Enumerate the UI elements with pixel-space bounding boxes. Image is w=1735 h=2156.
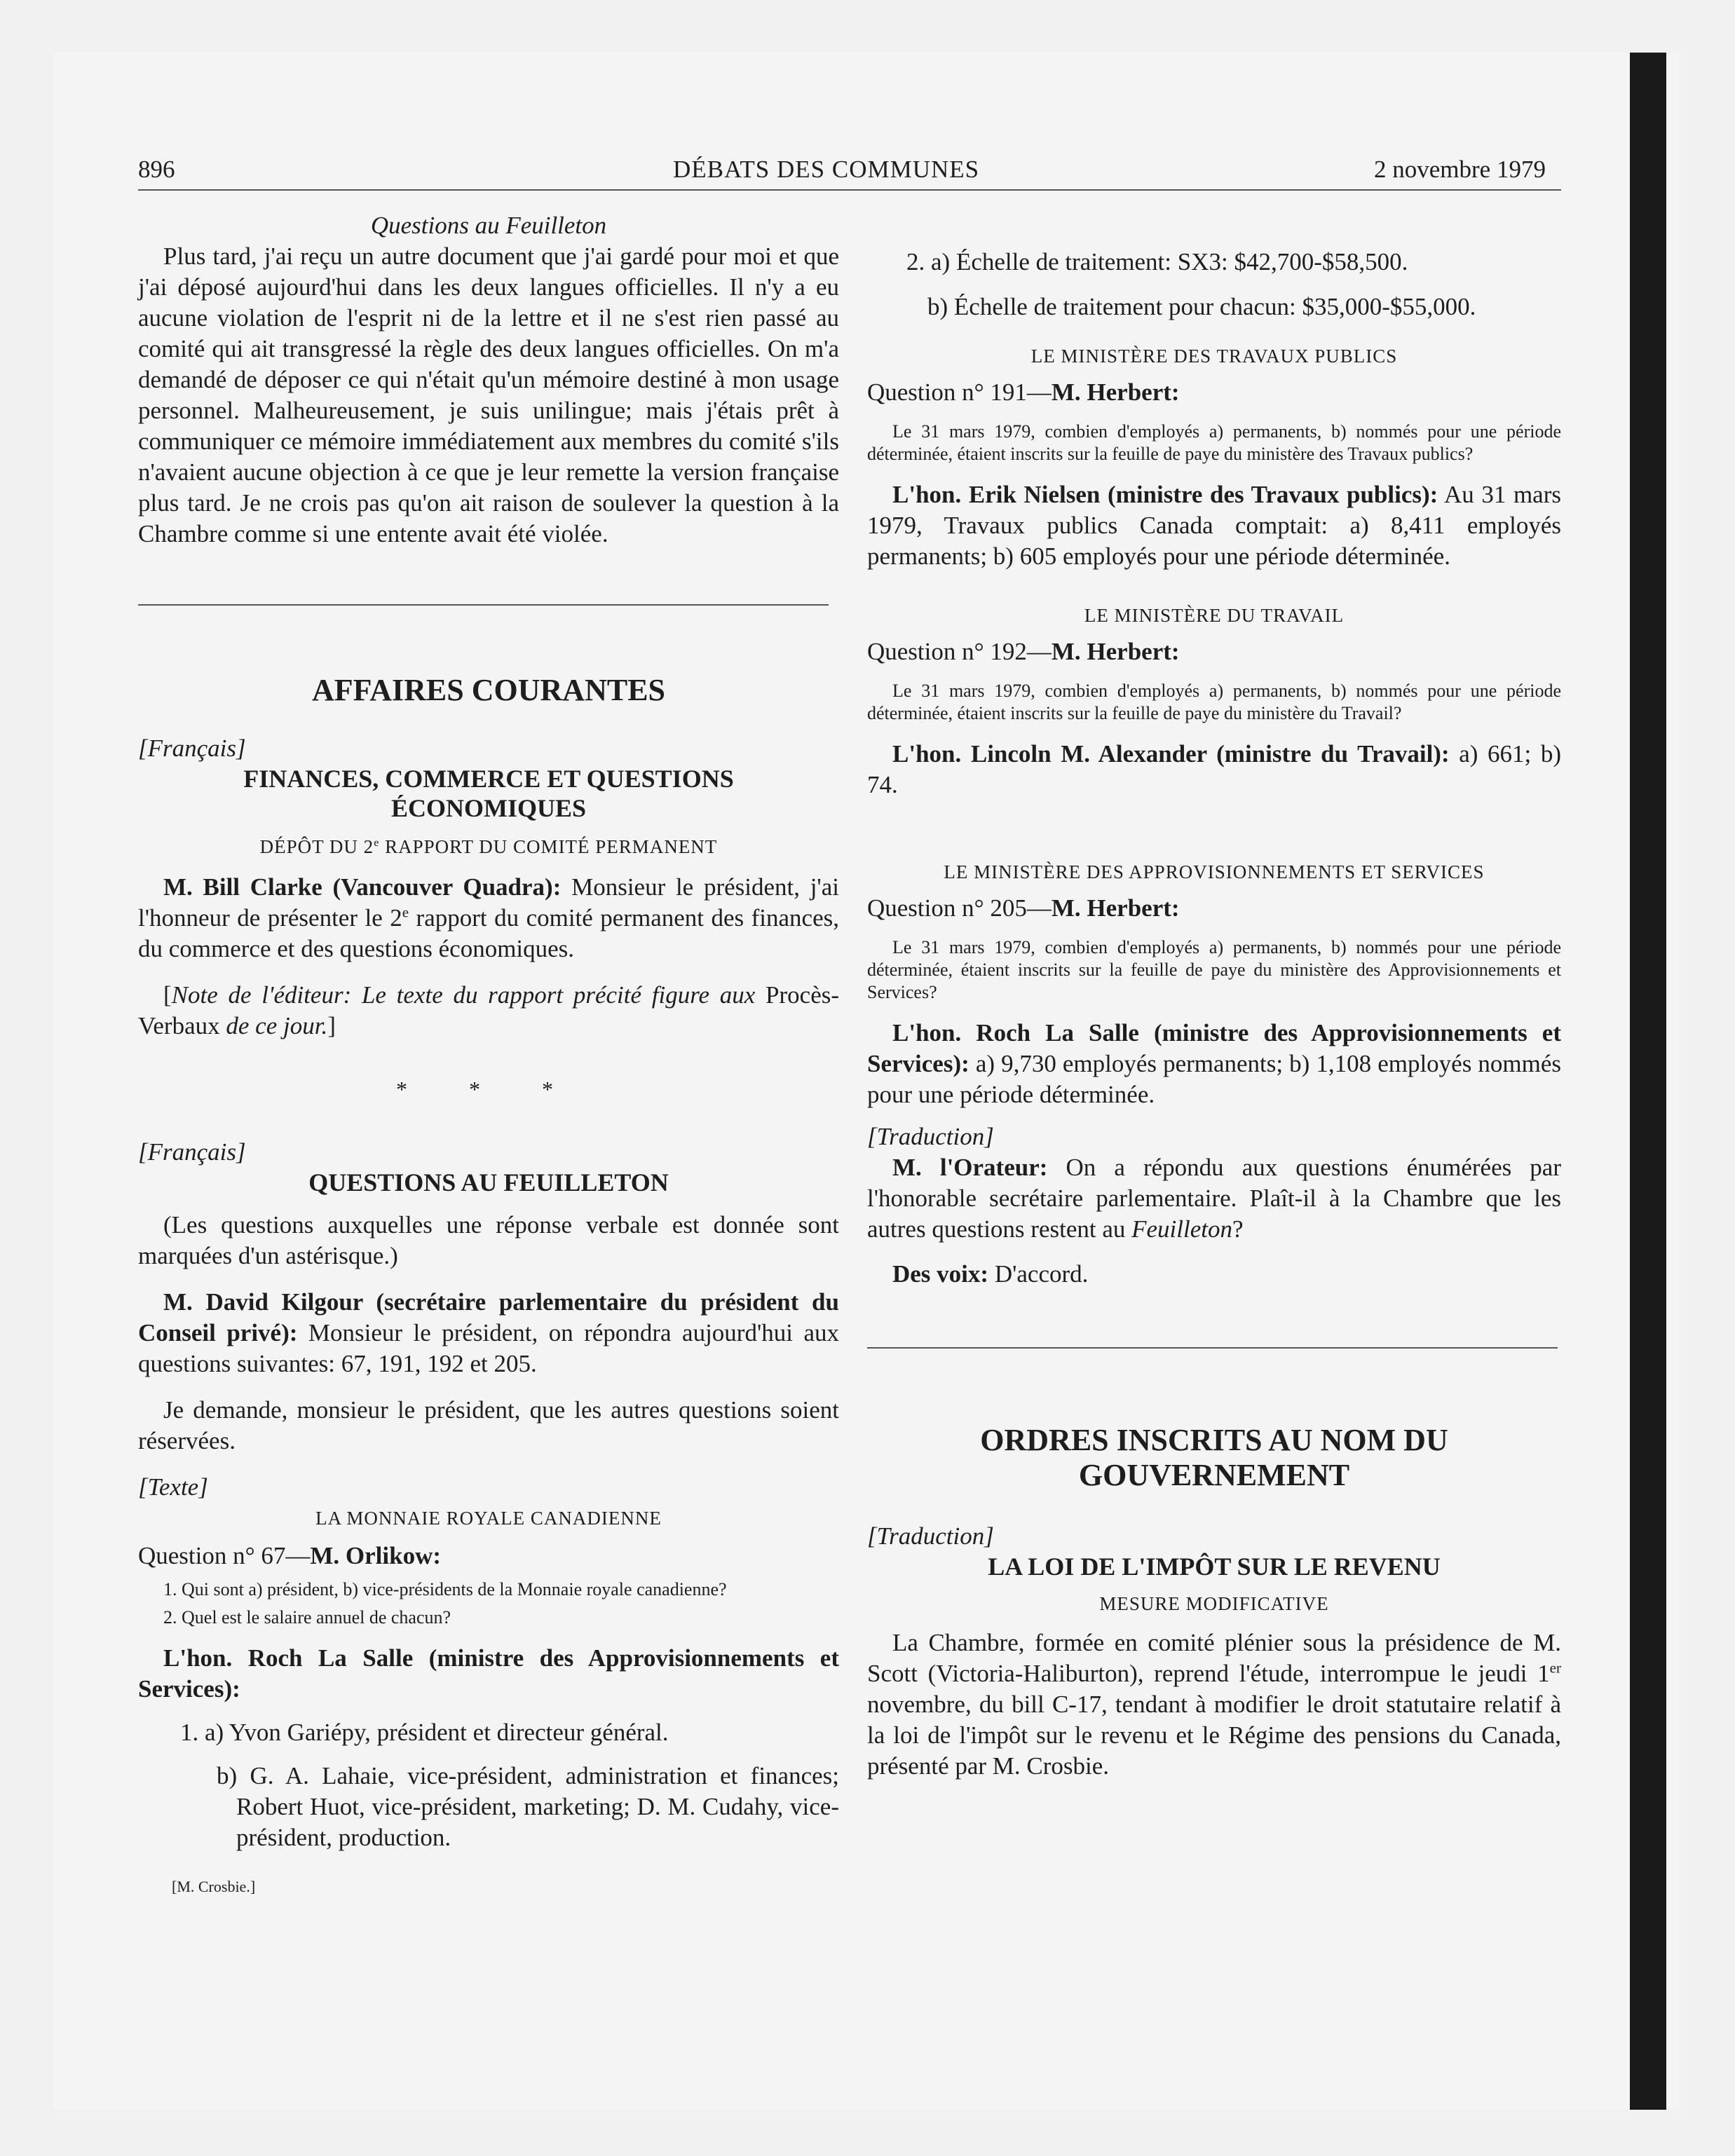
footnote: [M. Crosbie.] — [172, 1878, 256, 1895]
language-tag: [Traduction] — [867, 1123, 994, 1150]
speaker-name: M. Bill Clarke (Vancouver Quadra): — [163, 873, 562, 901]
section-heading: AFFAIRES COURANTES — [311, 673, 666, 707]
sub-heading: MESURE MODIFICATIVE — [1099, 1593, 1329, 1614]
speech: L'hon. Lincoln M. Alexander (ministre du Travail): a) 661; b) 74. — [867, 740, 1561, 798]
answer-item: 1. a) Yvon Gariépy, président et directeur général. — [180, 1719, 669, 1746]
page-number: 896 — [138, 156, 175, 183]
speaker-name: M. l'Orateur: — [892, 1154, 1048, 1181]
question-text: Le 31 mars 1979, combien d'employés a) permanents, b) nommés pour une période déterminée, étaient inscrits sur la feuille de paye du ministère des Approvisionnements et Services? — [867, 937, 1561, 1002]
speaker-name: L'hon. Lincoln M. Alexander (ministre du Travail): — [892, 740, 1450, 767]
language-tag: [Traduction] — [867, 1522, 994, 1550]
subsection-heading: LA LOI DE L'IMPÔT SUR LE REVENU — [988, 1553, 1441, 1581]
subsection-heading: QUESTIONS AU FEUILLETON — [308, 1168, 669, 1196]
language-tag: [Texte] — [138, 1473, 208, 1501]
scan-binding-edge — [1630, 53, 1666, 2110]
section-heading: ORDRES INSCRITS AU NOM DU — [980, 1423, 1448, 1457]
speech: M. David Kilgour (secrétaire parlementaire du président du Conseil privé): Monsieur le président, on répondra aujourd'hui aux questions suivantes: 67, 191, 192 et 205. — [138, 1288, 839, 1377]
speech: L'hon. Roch La Salle (ministre des Approvisionnements et Services): a) 9,730 employés permanents; b) 1,108 employés nommés pour une période déterminée. — [867, 1019, 1561, 1108]
question-title: Question n° 192—M. Herbert: — [867, 638, 1180, 665]
speaker-name: M. David Kilgour (secrétaire parlementaire du président du Conseil privé): — [138, 1288, 839, 1346]
language-tag: [Français] — [138, 1138, 246, 1166]
header-rule — [138, 189, 1561, 191]
question-text: 2. Quel est le salaire annuel de chacun? — [163, 1607, 451, 1628]
speech: M. l'Orateur: On a répondu aux questions énumérées par l'honorable secrétaire parlementaire. Plaît-il à la Chambre que les autres questions restent au Feuilleton? — [867, 1154, 1562, 1243]
sub-heading: LA MONNAIE ROYALE CANADIENNE — [315, 1508, 662, 1529]
section-heading: GOUVERNEMENT — [1078, 1458, 1350, 1492]
speaker-name: L'hon. Roch La Salle (ministre des Approvisionnements et Services): — [867, 1019, 1561, 1077]
speech: L'hon. Erik Nielsen (ministre des Travaux publics): Au 31 mars 1979, Travaux publics Canada comptait: a) 8,411 employés permanents; b) 605 employés pour une période déterminée. — [867, 481, 1561, 570]
sub-heading: LE MINISTÈRE DU TRAVAIL — [1084, 605, 1345, 626]
speech: M. Bill Clarke (Vancouver Quadra): Monsieur le président, j'ai l'honneur de présenter le 2e rapport du comité permanent des finances, du commerce et des questions économiques. — [138, 873, 839, 962]
sub-heading: LE MINISTÈRE DES APPROVISIONNEMENTS ET SERVICES — [944, 861, 1485, 882]
question-title: Question n° 67—M. Orlikow: — [138, 1542, 442, 1569]
subsection-heading: FINANCES, COMMERCE ET QUESTIONS — [243, 765, 734, 793]
answer-item: 2. a) Échelle de traitement: SX3: $42,700-$58,500. — [906, 248, 1408, 275]
question-text: Le 31 mars 1979, combien d'employés a) permanents, b) nommés pour une période déterminée, étaient inscrits sur la feuille de paye du ministère des Travaux publics? — [867, 421, 1561, 464]
sub-heading: LE MINISTÈRE DES TRAVAUX PUBLICS — [1030, 346, 1398, 367]
speaker-name: L'hon. Erik Nielsen (ministre des Travaux publics): — [892, 481, 1438, 508]
left-column — [138, 210, 839, 1902]
publication-title: DÉBATS DES COMMUNES — [673, 156, 980, 183]
question-text: Le 31 mars 1979, combien d'employés a) permanents, b) nommés pour une période déterminée, étaient inscrits sur la feuille de paye du ministère du Travail? — [867, 681, 1561, 723]
question-title: Question n° 205—M. Herbert: — [867, 894, 1180, 922]
speech: Des voix: D'accord. — [892, 1260, 1089, 1288]
question-title: Question n° 191—M. Herbert: — [867, 378, 1180, 406]
subsection-heading: ÉCONOMIQUES — [390, 794, 587, 822]
answer-item: b) G. A. Lahaie, vice-président, administration et finances; Robert Huot, vice-président, marketing; D. M. Cudahy, vice-président, production. — [217, 1762, 839, 1851]
paragraph: Plus tard, j'ai reçu un autre document que j'ai gardé pour moi et que j'ai déposé aujourd'hui dans les deux langues officielles. Il n'y a eu aucune violation de l'esprit ni de la lettre et il ne s'est rien passé au comité qui ait transgressé la règle des deux langues officielles. On m'a demandé de déposer ce qui n'était qu'un mémoire destiné à mon usage personnel. Malheureusement, je suis unilingue; mais j'étais prêt à communiquer ce mémoire immédiatement aux membres du comité s'ils n'avaient aucune objection à ce que je leur remette la version française plus tard. Je ne crois pas qu'on ait raison de soulever la question à la Chambre comme si une entente avait été violée. — [138, 243, 839, 547]
paragraph: Je demande, monsieur le président, que les autres questions soient réservées. — [138, 1396, 839, 1454]
paragraph: La Chambre, formée en comité plénier sous la présidence de M. Scott (Victoria-Haliburton), reprend l'étude, interrompue le jeudi 1er novembre, du bill C-17, tendant à modifier le droit statutaire relatif à la loi de l'impôt sur le revenu et le Régime des pensions du Canada, présenté par M. Crosbie. — [867, 1629, 1561, 1780]
language-tag: [Français] — [138, 735, 246, 762]
editor-note: [Note de l'éditeur: Le texte du rapport précité figure aux Procès-Verbaux de ce jour.] — [138, 981, 840, 1039]
section-separator: * * * — [396, 1077, 581, 1102]
running-title: Questions au Feuilleton — [370, 212, 607, 239]
paragraph: (Les questions auxquelles une réponse verbale est donnée sont marquées d'un astérisque.) — [138, 1211, 839, 1269]
speaker-name: L'hon. Roch La Salle (ministre des Approvisionnements et Services): — [138, 1644, 839, 1703]
question-text: 1. Qui sont a) président, b) vice-présidents de la Monnaie royale canadienne? — [163, 1579, 727, 1599]
answer-item: b) Échelle de traitement pour chacun: $35,000-$55,000. — [927, 293, 1476, 320]
sub-heading: DÉPÔT DU 2e RAPPORT DU COMITÉ PERMANENT — [259, 836, 718, 857]
speaker-name: Des voix: — [892, 1260, 989, 1288]
issue-date: 2 novembre 1979 — [1374, 156, 1546, 183]
right-column — [867, 247, 1561, 1782]
